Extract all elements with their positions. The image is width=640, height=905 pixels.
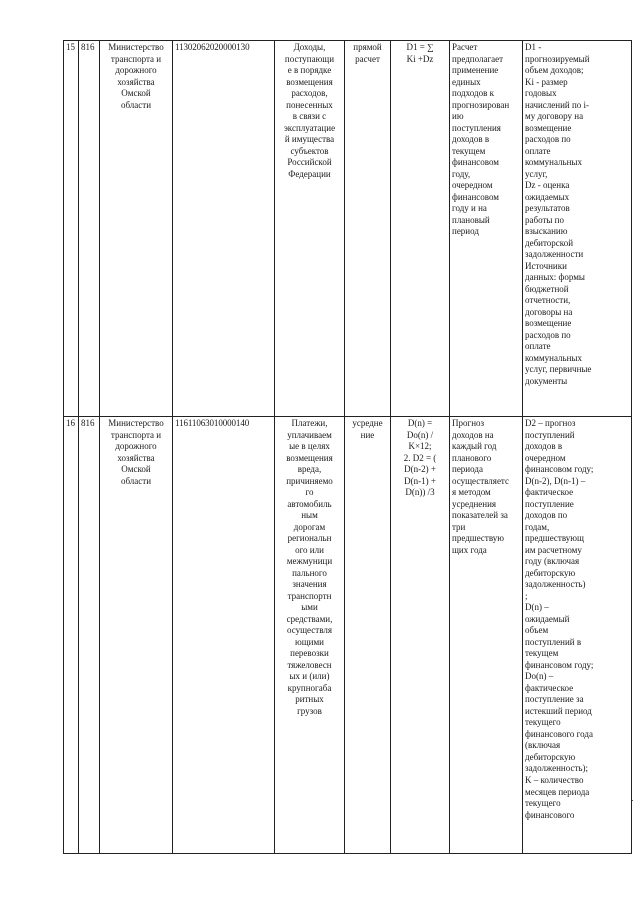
forecast-method: усредне ние [345, 417, 391, 854]
income-name: Доходы, поступающи е в порядке возмещения расходов, понесенных в связи с эксплуатацие й имущества субъектов Российской Федерации [275, 41, 345, 417]
table-row [64, 41, 632, 417]
forecast-method: прямой расчет [345, 41, 391, 417]
table-row [64, 417, 632, 854]
calculation-algorithm: Расчет предполагает применение единых подходов к прогнозирован ию поступления доходов в текущем финансовом году, очередном финансовом году и на плановый период [450, 41, 523, 417]
revenue-forecast-table [63, 40, 632, 854]
calculation-formula: D1 = ∑ Ki +Dz [391, 41, 450, 417]
admin-code: 816 [79, 41, 100, 417]
scan-speck [632, 800, 633, 801]
indicator-description: D2 – прогноз поступлений доходов в очередном финансовом году; D(n-2), D(n-1) – фактическое поступление доходов по годам, предшествующ им расчетному году (включая дебиторскую задолженность) ; D(n) – ожидаемый объем поступлений в текущем финансовом году; Do(n) – фактическое поступление за истекший период текущего финансового года (включая дебиторскую задолженность); K – количество месяцев периода текущего финансового [523, 417, 632, 854]
calculation-formula: D(n) = Do(n) / K×12; 2. D2 = ( D(n-2) + D(n-1) + D(n)) /3 [391, 417, 450, 854]
calculation-algorithm: Прогноз доходов на каждый год планового периода осуществляетс я методом усреднения показателей за три предшествую щих года [450, 417, 523, 854]
administrator-name: Министерство транспорта и дорожного хозяйства Омской области [100, 41, 173, 417]
row-number: 15 [64, 41, 79, 417]
budget-classification-code: 11611063010000140 [173, 417, 275, 854]
admin-code: 816 [79, 417, 100, 854]
budget-classification-code: 11302062020000130 [173, 41, 275, 417]
administrator-name: Министерство транспорта и дорожного хозяйства Омской области [100, 417, 173, 854]
income-name: Платежи, уплачиваем ые в целях возмещения вреда, причиняемо го автомобиль ным дорогам региональн ого или межмуници пального значения транспортн ыми средствами, осуществля ющими перевозки тяжеловесн ых и (или) крупногаба ритных грузов [275, 417, 345, 854]
indicator-description: D1 - прогнозируемый объем доходов; Ki - размер годовых начислений по i- му договору на возмещение расходов по оплате коммунальных услуг, Dz - оценка ожидаемых результатов работы по взысканию дебиторской задолженности Источники данных: формы бюджетной отчетности, договоры на возмещение расходов по оплате коммунальных услуг, первичные документы [523, 41, 632, 417]
row-number: 16 [64, 417, 79, 854]
